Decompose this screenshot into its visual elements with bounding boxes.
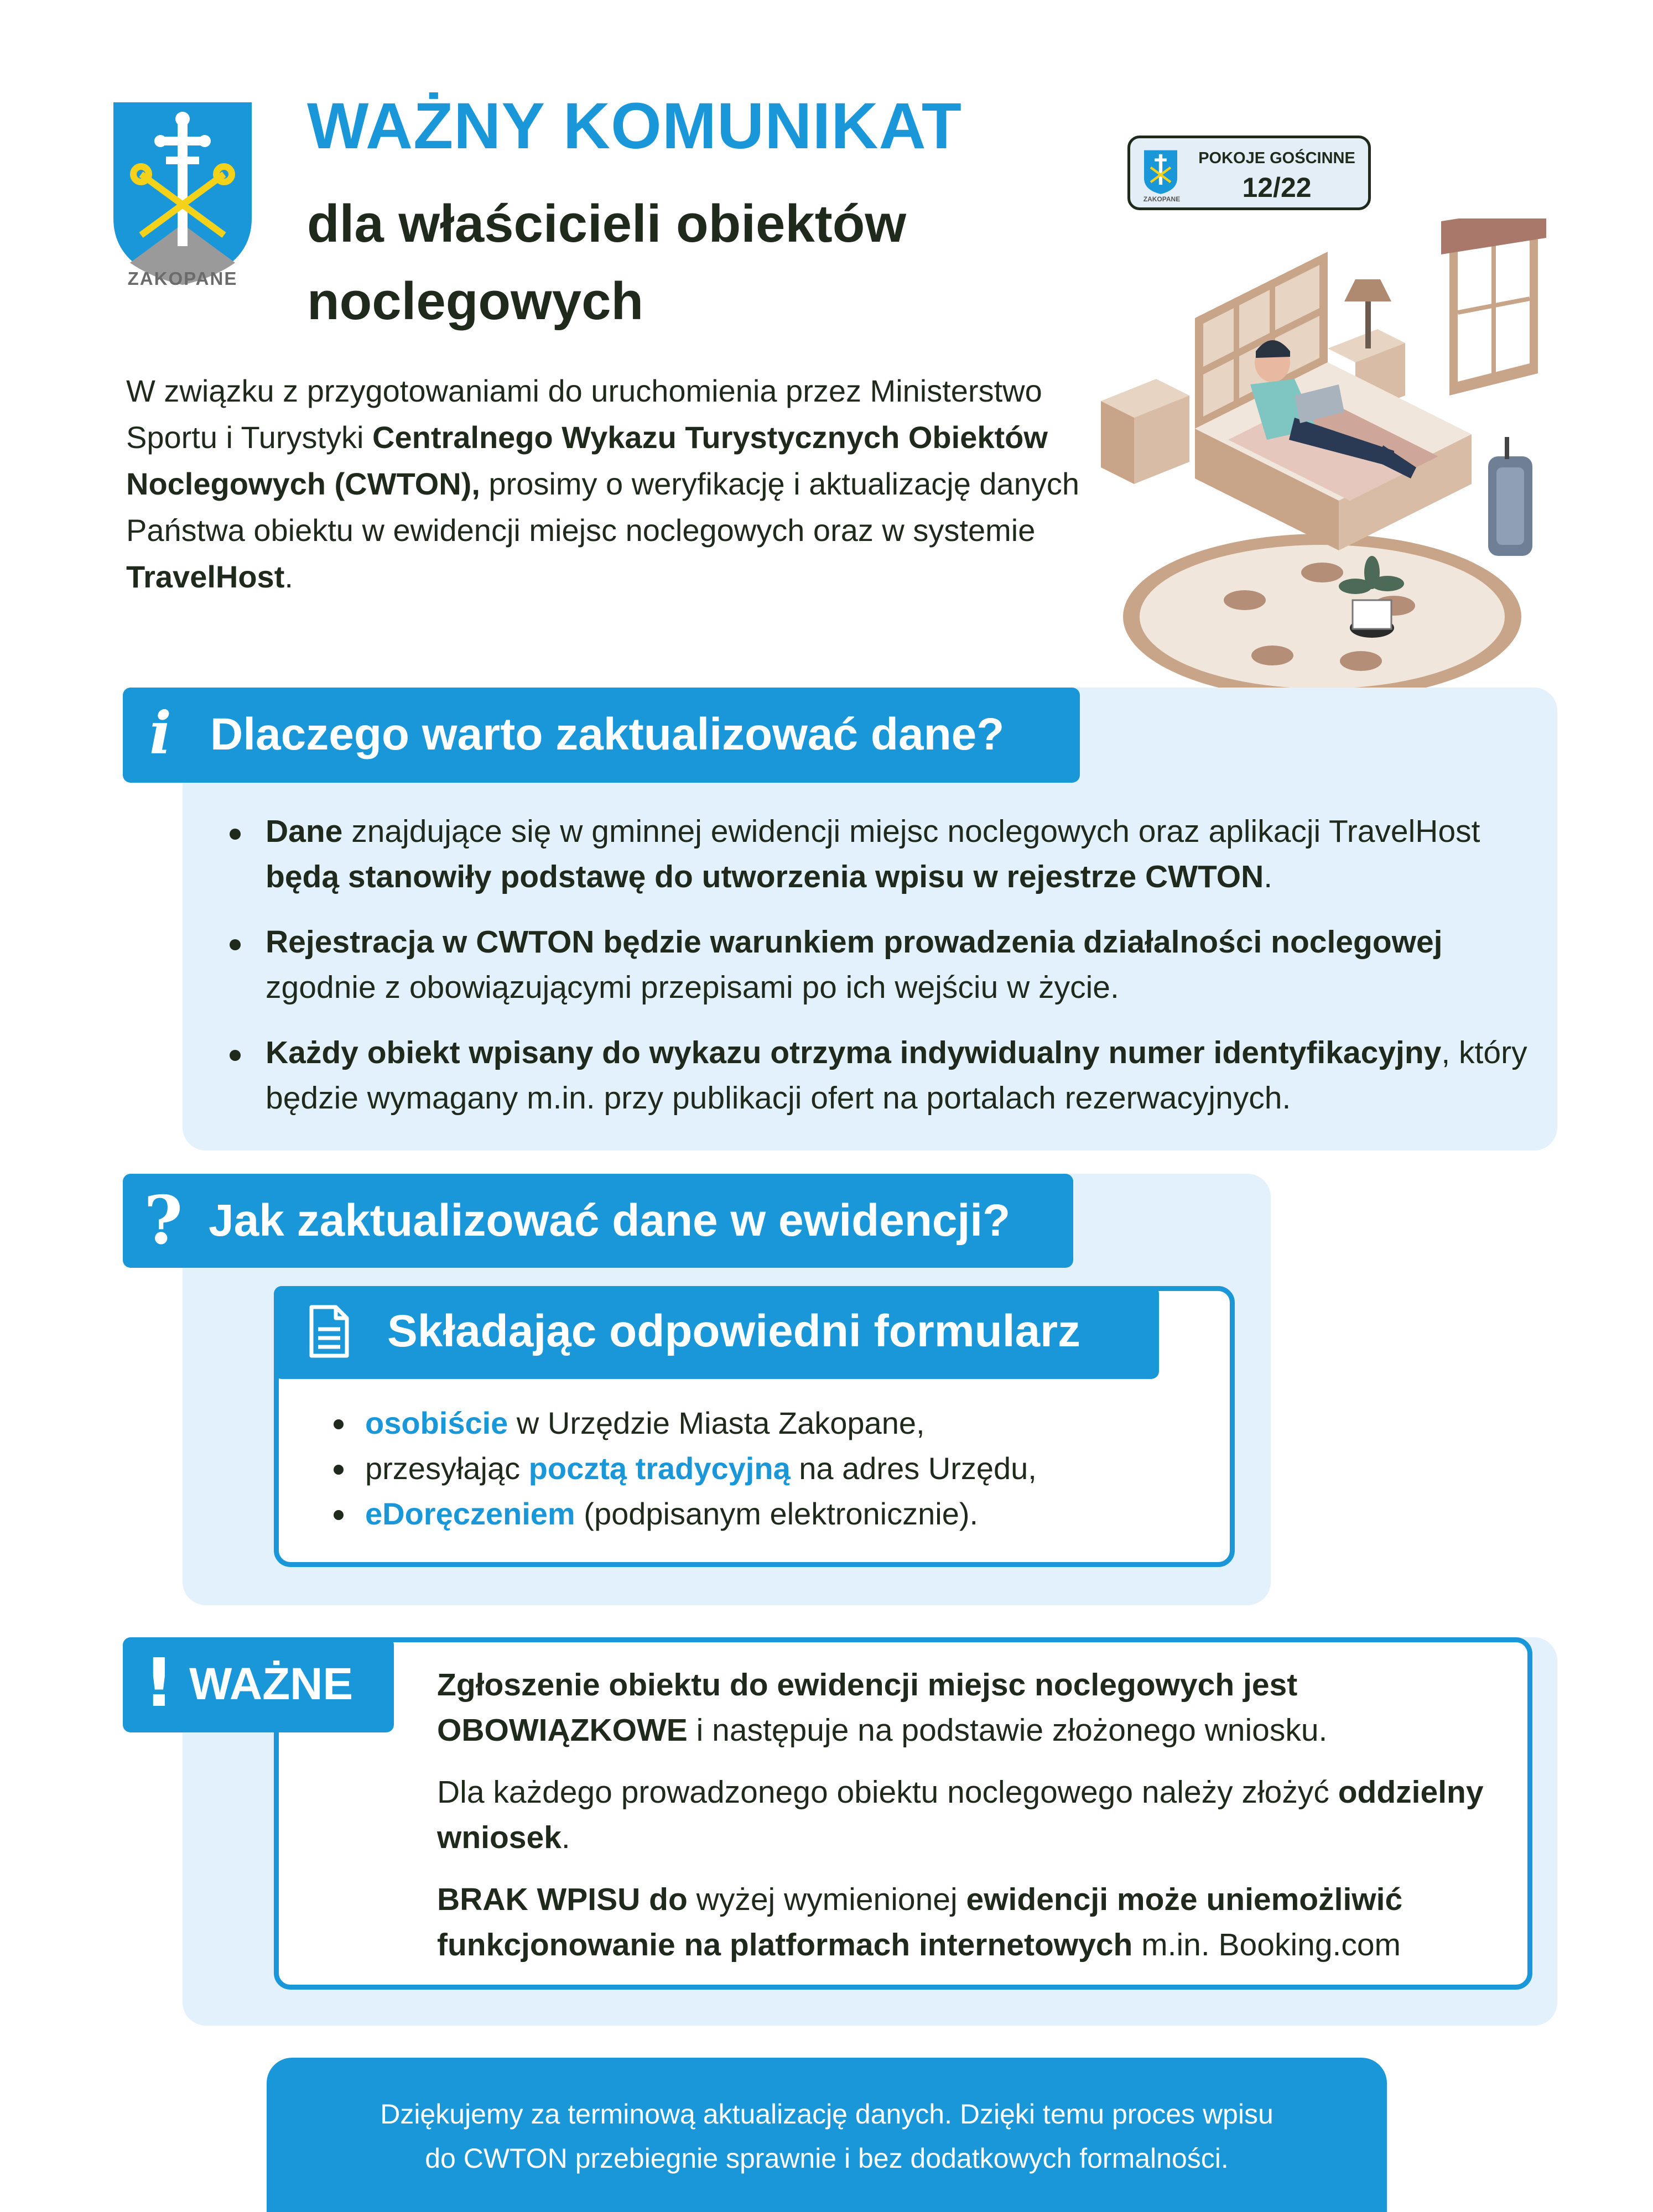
badge-logo-icon	[1144, 148, 1177, 198]
question-icon: ?	[144, 1182, 183, 1259]
page-subtitle: dla właścicieli obiektów noclegowych	[307, 194, 907, 331]
bullet-dot	[334, 1465, 344, 1475]
bullet-dot	[334, 1419, 344, 1429]
bullet-dot	[230, 1050, 241, 1061]
why-update-header	[123, 688, 1080, 783]
how-to-update-header	[123, 1174, 1073, 1268]
info-icon: i	[149, 699, 171, 767]
intro-period: .	[284, 559, 293, 594]
paragraph	[437, 1769, 1510, 1860]
highlight-text: pocztą tradycyjną	[528, 1451, 791, 1486]
text: znajdujące się w gminnej ewidencji miejsc noclegowych oraz aplikacji TravelHost	[342, 814, 1480, 849]
text: , który będzie wymagany m.in. przy publikacji ofert na portalach rezerwacyjnych.	[266, 1035, 1527, 1116]
important-text	[437, 1662, 1510, 1984]
bold-text: będą stanowiły podstawę do utworzenia wpisu w rejestrze CWTON	[266, 859, 1264, 894]
highlight-text: eDoręczeniem	[365, 1496, 575, 1531]
text: Dla każdego prowadzonego obiektu noclegowego należy złożyć	[437, 1774, 1338, 1810]
highlight-text: osobiście	[365, 1406, 508, 1440]
exclamation-icon: !	[144, 1645, 174, 1722]
badge-logo-text: ZAKOPANE	[1143, 195, 1181, 203]
form-heading: Składając odpowiedni formularz	[387, 1306, 1081, 1356]
intro-text: W związku z przygotowaniami do uruchomienia przez Ministerstwo Sportu i Turystyki	[126, 373, 1042, 455]
list-item	[266, 919, 1532, 1010]
intro-text-2: prosimy o weryfikację i aktualizację danych Państwa obiektu w ewidencji miejsc noclegowych oraz w systemie	[126, 466, 1079, 548]
intro-cwton-name: Centralnego Wykazu Turystycznych Obiektów Noclegowych (CWTON),	[126, 420, 1048, 501]
text: m.in. Booking.com	[1132, 1927, 1401, 1963]
bedroom-illustration	[1084, 218, 1560, 705]
text: wyżej wymienionej	[687, 1882, 966, 1917]
paragraph	[437, 1662, 1510, 1753]
bold-text: Zgłoszenie obiektu do ewidencji miejsc noclegowych jest OBOWIĄZKOWE	[437, 1667, 1298, 1748]
list-item	[365, 1446, 1217, 1491]
bold-text: Każdy obiekt wpisany do wykazu otrzyma indywidualny numer identyfikacyjny	[266, 1035, 1442, 1070]
text: na adres Urzędu,	[790, 1451, 1037, 1486]
badge-category: POKOJE GOŚCINNE	[1198, 149, 1355, 167]
list-item	[266, 1030, 1532, 1121]
bullet-dot	[230, 939, 241, 950]
text: (podpisanym elektronicznie).	[575, 1496, 979, 1531]
bullet-dot	[230, 829, 241, 840]
zakopane-coat-of-arms-logo	[113, 102, 252, 293]
important-header	[123, 1637, 394, 1732]
list-item	[365, 1401, 1217, 1446]
badge-number: 12/22	[1242, 172, 1312, 203]
section-heading: Jak zaktualizować dane w ewidencji?	[209, 1195, 1011, 1246]
why-update-list	[266, 809, 1532, 1141]
text: i następuje na podstawie złożonego wniosku.	[687, 1713, 1328, 1748]
form-methods-list	[365, 1401, 1217, 1537]
intro-travelhost: TravelHost	[126, 559, 285, 594]
section-heading: Dlaczego warto zaktualizować dane?	[210, 709, 1005, 759]
footer-text	[267, 2092, 1387, 2180]
footer-line: do CWTON przebiegnie sprawnie i bez dodatkowych formalności.	[425, 2143, 1229, 2174]
text: .	[561, 1820, 570, 1855]
text: .	[1264, 859, 1273, 894]
paragraph	[437, 1877, 1510, 1968]
page-title: WAŻNY KOMUNIKAT	[307, 90, 962, 163]
bold-text: Rejestracja w CWTON będzie warunkiem prowadzenia działalności noclegowej	[266, 924, 1443, 960]
logo-text: ZAKOPANE	[127, 268, 238, 289]
bullet-dot	[334, 1510, 344, 1520]
text: w Urzędzie Miasta Zakopane,	[508, 1406, 925, 1440]
bold-text: ewidencji może uniemożliwić funkcjonowanie na platformach internetowych	[437, 1882, 1403, 1963]
text: zgodnie z obowiązującymi przepisami po ich wejściu w życie.	[266, 970, 1119, 1005]
footer-line: Dziękujemy za terminową aktualizację danych. Dzięki temu proces wpisu	[380, 2099, 1273, 2130]
text: przesyłając	[365, 1451, 529, 1486]
form-methods-header	[274, 1286, 1159, 1379]
bold-text: BRAK WPISU do	[437, 1882, 688, 1917]
intro-paragraph	[126, 368, 1100, 600]
list-item	[365, 1491, 1217, 1537]
bold-text: oddzielny wniosek	[437, 1774, 1484, 1855]
bold-text: Dane	[266, 814, 343, 849]
document-icon	[307, 1304, 351, 1359]
section-heading: WAŻNE	[189, 1659, 354, 1709]
category-badge	[1127, 136, 1371, 210]
list-item	[266, 809, 1532, 899]
footer-banner	[267, 2058, 1387, 2212]
